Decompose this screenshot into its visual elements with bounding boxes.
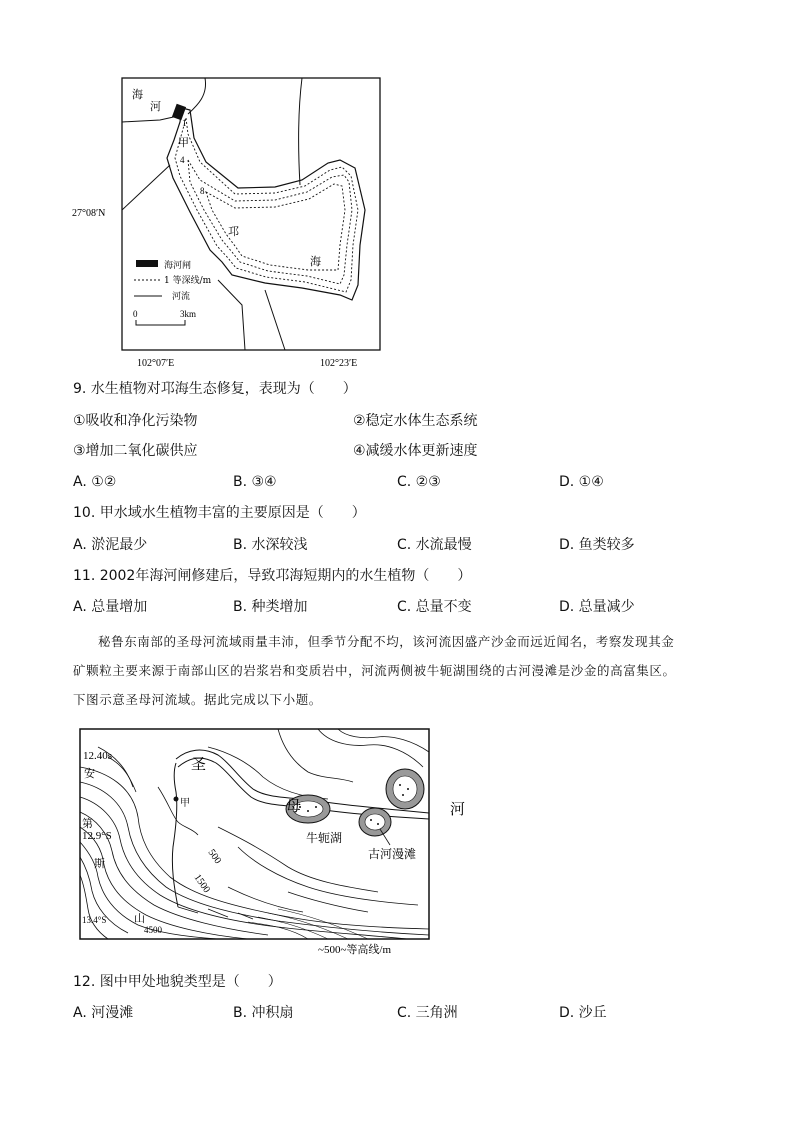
map-frame <box>122 78 380 350</box>
scale-km: 3km <box>180 309 197 319</box>
scale-zero: 0 <box>133 309 138 319</box>
contour-caption: ~500~等高线/m <box>318 944 392 956</box>
river-line <box>188 78 206 114</box>
question-12-stem: 12. 图中甲处地貌类型是（ ） <box>73 974 282 990</box>
label-oxbow-lake: 牛轭湖 <box>306 831 343 845</box>
madre-de-dios-map <box>78 727 466 962</box>
contour-label: 500 <box>205 847 224 867</box>
q11-option-b[interactable]: B. 种类增加 <box>233 599 308 615</box>
q12-option-b[interactable]: B. 冲积扇 <box>233 1005 294 1021</box>
q9-item-1: ①吸收和净化污染物 <box>73 413 198 429</box>
depth-label: 4 <box>180 155 185 165</box>
question-10-stem: 10. 甲水域水生植物丰富的主要原因是（ ） <box>73 505 366 521</box>
legend-river-label: 河流 <box>172 292 191 302</box>
q9-item-4: ④减缓水体更新速度 <box>353 443 478 459</box>
point-jia-marker <box>174 797 179 802</box>
q9-option-a[interactable]: A. ①② <box>73 474 117 490</box>
q12-option-d[interactable]: D. 沙丘 <box>559 1005 607 1021</box>
reading-passage <box>73 627 723 714</box>
q11-option-c[interactable]: C. 总量不变 <box>397 599 472 615</box>
q9-item-2: ②稳定水体生态系统 <box>353 413 478 429</box>
depth-contour-4 <box>188 160 352 284</box>
label-he: 河 <box>150 100 161 113</box>
q10-option-a[interactable]: A. 淤泥最少 <box>73 537 148 553</box>
passage-line: 矿颗粒主要来源于南部山区的岩浆岩和变质岩中，河流两侧被牛轭湖围绕的古河漫滩是沙金的高富集区。 <box>73 663 676 678</box>
legend-contour-label: 1 等深线/m <box>164 276 212 286</box>
legend-sluice-symbol <box>136 260 158 267</box>
legend-sluice-label: 海河闸 <box>164 261 192 271</box>
q11-option-a[interactable]: A. 总量增加 <box>73 599 148 615</box>
label-mu: 母 <box>286 797 302 815</box>
label-sheng: 圣 <box>191 755 207 773</box>
label-si: 斯 <box>94 857 105 870</box>
label-ancient-floodplain: 古河漫滩 <box>368 847 417 861</box>
river-line <box>122 165 170 210</box>
q9-item-3: ③增加二氧化碳供应 <box>73 443 198 459</box>
label-di: 第 <box>82 817 93 830</box>
river-line <box>265 290 285 350</box>
label-hai: 海 <box>132 88 143 101</box>
passage-line: 秘鲁东南部的圣母河流域雨量丰沛，但季节分配不均，该河流因盛产沙金而远近闻名，考察发现其金 <box>98 634 675 649</box>
depth-label: 8 <box>200 186 205 196</box>
qionghai-map <box>70 70 390 370</box>
latitude-label: 27°08′N <box>72 208 106 219</box>
label-he: 河 <box>450 800 466 818</box>
depth-label: 1 <box>182 118 187 128</box>
contour-label: 4500 <box>144 925 162 935</box>
longitude-label-right: 102°23′E <box>320 358 358 369</box>
q9-option-b[interactable]: B. ③④ <box>233 474 277 490</box>
q10-option-d[interactable]: D. 鱼类较多 <box>559 537 635 553</box>
river-line <box>122 116 178 122</box>
label-jia: 甲 <box>180 798 190 809</box>
q10-option-c[interactable]: C. 水流最慢 <box>397 537 472 553</box>
label-hai2: 海 <box>310 255 321 268</box>
label-shan: 山 <box>134 912 145 925</box>
q9-option-c[interactable]: C. ②③ <box>397 474 441 490</box>
question-9-stem: 9. 水生植物对邛海生态修复，表现为（ ） <box>73 381 357 397</box>
question-11-stem: 11. 2002年海河闸修建后，导致邛海短期内的水生植物（ ） <box>73 568 472 584</box>
q9-option-d[interactable]: D. ①④ <box>559 474 604 490</box>
q12-option-c[interactable]: C. 三角洲 <box>397 1005 458 1021</box>
depth-contour-1 <box>175 118 358 292</box>
label-an: 安 <box>84 767 95 780</box>
passage-line: 下图示意圣母河流域。据此完成以下小题。 <box>73 692 322 707</box>
label-jia: 甲 <box>178 136 189 149</box>
contour-label: 1500 <box>191 872 213 896</box>
latitude-label: 12.40s <box>83 750 113 762</box>
label-qiong: 邛 <box>228 225 239 238</box>
q11-option-d[interactable]: D. 总量减少 <box>559 599 635 615</box>
q12-option-a[interactable]: A. 河漫滩 <box>73 1005 134 1021</box>
river-line <box>218 280 245 350</box>
ancient-floodplain <box>386 769 424 809</box>
lake-shoreline <box>167 108 365 300</box>
latitude-label: 13.4°S <box>82 915 107 925</box>
q10-option-b[interactable]: B. 水深较浅 <box>233 537 308 553</box>
river-line <box>299 78 302 185</box>
scale-bar <box>136 320 185 325</box>
latitude-label: 12.9°S <box>82 830 112 842</box>
longitude-label-left: 102°07′E <box>137 358 175 369</box>
ancient-floodplain <box>359 808 391 836</box>
